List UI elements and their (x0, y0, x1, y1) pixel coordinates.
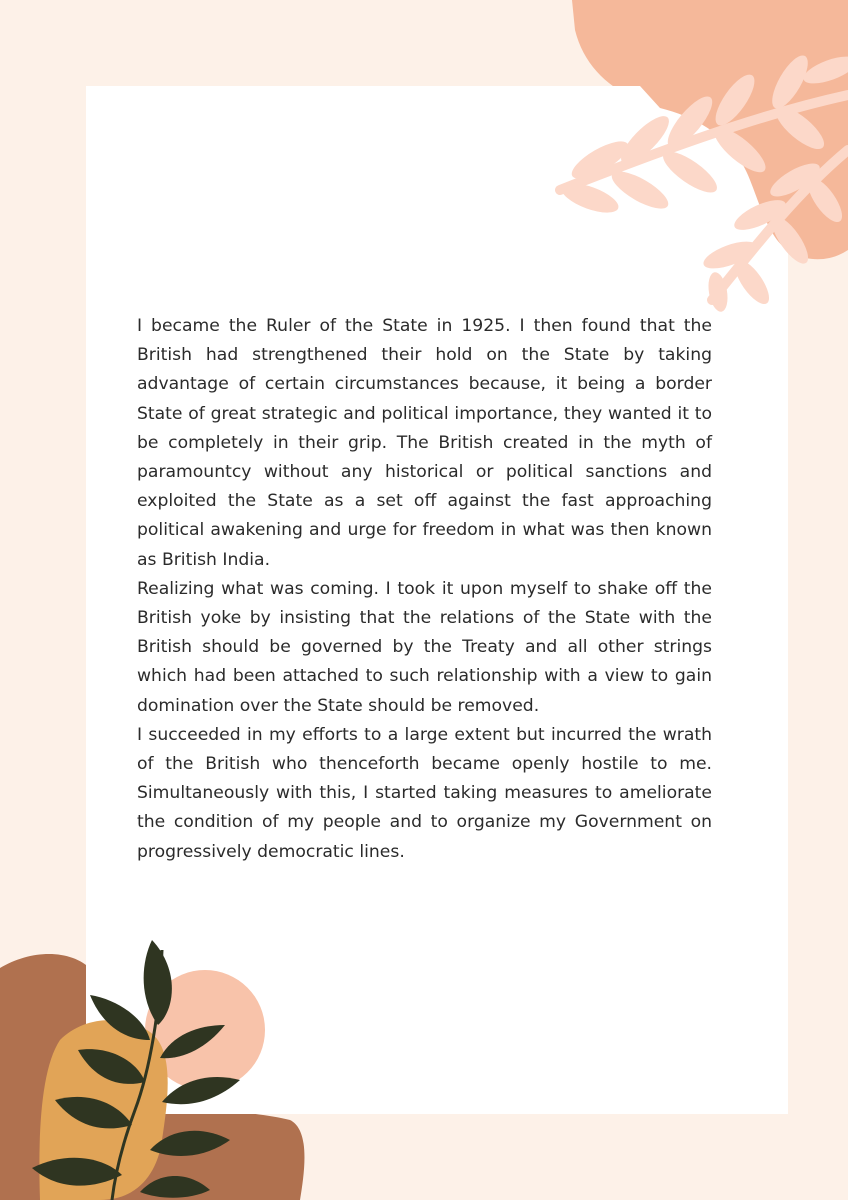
paragraph-3: I succeeded in my efforts to a large extent but incurred the wrath of the British who thenceforth became openly hostile to me. Simultaneously with this, I started taking measures to ameliorate the condition of my people and to organize my Government on progressively democratic lines. (137, 724, 712, 862)
paragraph-1: I became the Ruler of the State in 1925. I then found that the British had strengthened their hold on the State by taking advantage of certain circumstances because, it being a border State of great strategic and political importance, they wanted it to be completely in their grip. The British created in the myth of paramountcy without any historical or political sanctions and exploited the State as a set off against the fast approaching political awakening and urge for freedom in what was then known as British India. (137, 316, 712, 570)
paragraph-2: Realizing what was coming. I took it upon myself to shake off the British yoke by insisting that the relations of the State with the British should be governed by the Treaty and all other strings which had been attached to such relationship with a view to gain domination over the State should be removed. (137, 578, 712, 716)
body-text (137, 312, 712, 867)
